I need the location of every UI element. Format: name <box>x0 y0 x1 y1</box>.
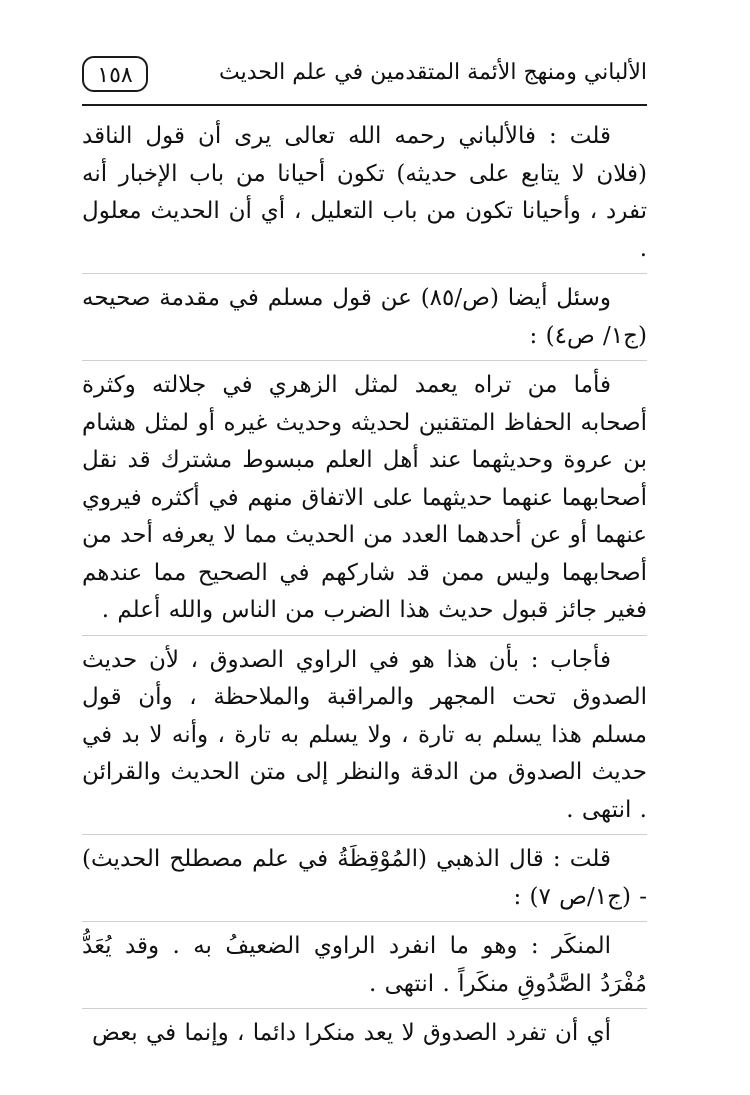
paragraph-2: وسئل أيضا (ص/٨٥) عن قول مسلم في مقدمة صحيحه (ج١/ ص٤) : <box>82 285 647 349</box>
paragraph-divider <box>82 1008 647 1009</box>
running-title: الألباني ومنهج الأئمة المتقدمين في علم الحديث <box>218 60 647 85</box>
paragraph-6: المنكَر : وهو ما انفرد الراوي الضعيفُ به . وقد يُعَدُّ مُفْرَدُ الصَّدُوقِ منكَراً . انتهى . <box>82 933 647 997</box>
page-body <box>82 118 647 1053</box>
page-number: ١٥٨ <box>82 56 148 92</box>
paragraph-5: قلت : قال الذهبي (المُوْقِظَةُ في علم مصطلح الحديث) - (ج١/ص ٧) : <box>82 846 647 910</box>
paragraph-divider <box>82 360 647 361</box>
paragraph-divider <box>82 921 647 922</box>
page-header <box>82 48 647 106</box>
book-page <box>82 48 647 1095</box>
paragraph-divider <box>82 273 647 274</box>
paragraph-3-quote: فأما من تراه يعمد لمثل الزهري في جلالته وكثرة أصحابه الحفاظ المتقنين لحديثه وحديث غيره أو لمثل هشام بن عروة وحديثهما عند أهل العلم مبسوط مشترك قد نقل أصحابهما عنهما حديثهما على الاتفاق منهم في أكثره فيروي عنهما أو عن أحدهما العدد من الحديث مما لا يعرفه أحد من أصحابهما وليس ممن قد شاركهم في الصحيح مما عندهم فغير جائز قبول حديث هذا الضرب من الناس والله أعلم . <box>82 372 647 623</box>
paragraph-divider <box>82 635 647 636</box>
paragraph-4: فأجاب : بأن هذا هو في الراوي الصدوق ، لأن حديث الصدوق تحت المجهر والمراقبة والملاحظة ، وأن قول مسلم هذا يسلم به تارة ، ولا يسلم به تارة ، وأنه لا بد في حديث الصدوق من الدقة والنظر إلى متن الحديث والقرائن . انتهى . <box>82 646 647 823</box>
paragraph-1: قلت : فالألباني رحمه الله تعالى يرى أن قول الناقد (فلان لا يتابع على حديثه) تكون أحيانا من باب الإخبار أنه تفرد ، وأحيانا تكون من باب التعليل ، أي أن الحديث معلول . <box>82 123 647 262</box>
paragraph-divider <box>82 834 647 835</box>
paragraph-7: أي أن تفرد الصدوق لا يعد منكرا دائما ، وإنما في بعض <box>92 1020 611 1046</box>
